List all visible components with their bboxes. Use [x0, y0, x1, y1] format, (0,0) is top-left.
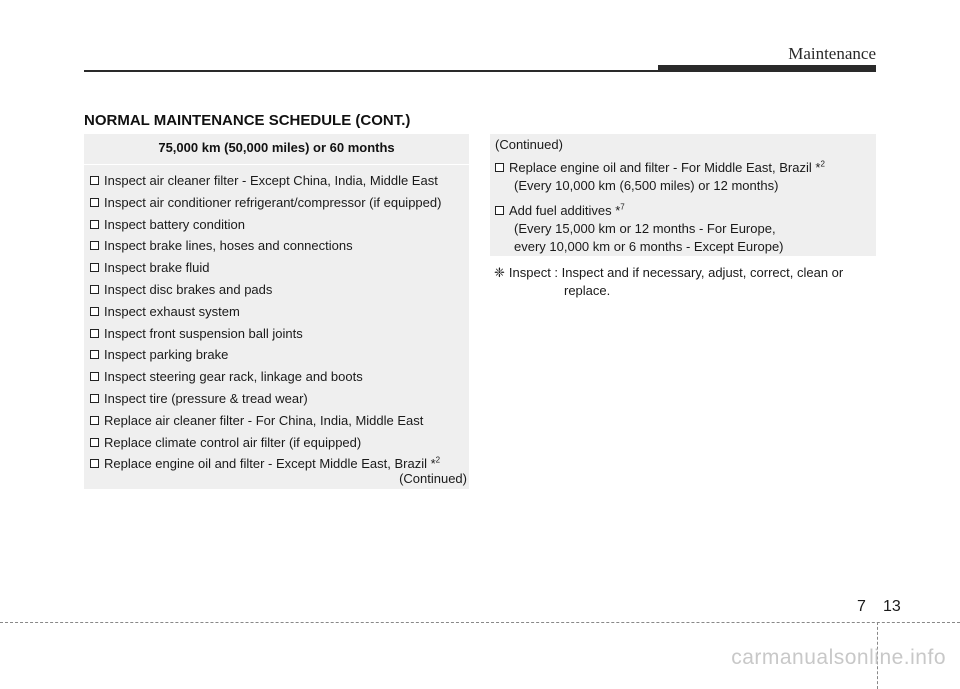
- continued-label: (Continued): [495, 137, 563, 152]
- note-symbol-icon: ❈: [494, 265, 505, 280]
- chapter-title: Maintenance: [788, 44, 876, 63]
- list-item: Inspect battery condition: [84, 214, 469, 236]
- continued-label: (Continued): [399, 471, 467, 486]
- list-item: Inspect front suspension ball joints: [84, 323, 469, 345]
- item-detail: every 10,000 km or 6 months - Except Europe): [514, 239, 784, 254]
- checkbox-icon: [495, 206, 504, 215]
- list-item: Inspect steering gear rack, linkage and boots: [84, 366, 469, 388]
- page-number: 13: [883, 598, 901, 615]
- section-title: NORMAL MAINTENANCE SCHEDULE (CONT.): [84, 112, 411, 129]
- schedule-item-list: [84, 165, 469, 475]
- footer-rule: [0, 622, 960, 623]
- checkbox-icon: [90, 285, 99, 294]
- footnote-ref: 2: [820, 159, 825, 169]
- list-item: Inspect parking brake: [84, 344, 469, 366]
- header-rule: [84, 70, 660, 72]
- list-item: Replace climate control air filter (if equipped): [84, 432, 469, 454]
- checkbox-icon: [495, 163, 504, 172]
- watermark: carmanualsonline.info: [731, 646, 946, 669]
- footnote-ref: 2: [435, 456, 441, 466]
- list-item: Add fuel additives *$^7$ (Every 15,000 km or 12 months - For Europe, every 10,000 km or 6 months - Except Europe): [495, 202, 784, 256]
- checkbox-icon: [90, 176, 99, 185]
- schedule-table-75000km: [84, 134, 469, 489]
- inspect-note: ❈ Inspect : Inspect and if necessary, adjust, correct, clean or replace.: [494, 265, 844, 298]
- item-detail: (Every 10,000 km (6,500 miles) or 12 months): [514, 178, 779, 193]
- list-item: Replace air cleaner filter - For China, India, Middle East: [84, 410, 469, 432]
- list-item: Inspect disc brakes and pads: [84, 279, 469, 301]
- list-item: Inspect tire (pressure & tread wear): [84, 388, 469, 410]
- header-rule-accent: [658, 65, 876, 72]
- list-item: Replace engine oil and filter - Except Middle East, Brazil *$^2$: [84, 453, 469, 475]
- item-detail: (Every 15,000 km or 12 months - For Europe,: [514, 221, 776, 236]
- checkbox-icon: [90, 307, 99, 316]
- checkbox-icon: [90, 241, 99, 250]
- checkbox-icon: [90, 416, 99, 425]
- schedule-table-continued: [490, 134, 876, 256]
- list-item: Inspect brake fluid: [84, 257, 469, 279]
- checkbox-icon: [90, 198, 99, 207]
- list-item: Inspect brake lines, hoses and connections: [84, 235, 469, 257]
- footnote-ref: 7: [620, 202, 625, 212]
- list-item: Replace engine oil and filter - For Middle East, Brazil *$^2$ (Every 10,000 km (6,500 miles) or 12 months): [495, 159, 825, 195]
- checkbox-icon: [90, 459, 99, 468]
- checkbox-icon: [90, 438, 99, 447]
- list-item: Inspect air conditioner refrigerant/compressor (if equipped): [84, 192, 469, 214]
- checkbox-icon: [90, 350, 99, 359]
- list-item: Inspect air cleaner filter - Except China, India, Middle East: [84, 170, 469, 192]
- checkbox-icon: [90, 372, 99, 381]
- chapter-number: 7: [857, 598, 866, 615]
- schedule-interval-header: 75,000 km (50,000 miles) or 60 months: [84, 134, 469, 165]
- checkbox-icon: [90, 263, 99, 272]
- list-item: Inspect exhaust system: [84, 301, 469, 323]
- checkbox-icon: [90, 220, 99, 229]
- checkbox-icon: [90, 329, 99, 338]
- checkbox-icon: [90, 394, 99, 403]
